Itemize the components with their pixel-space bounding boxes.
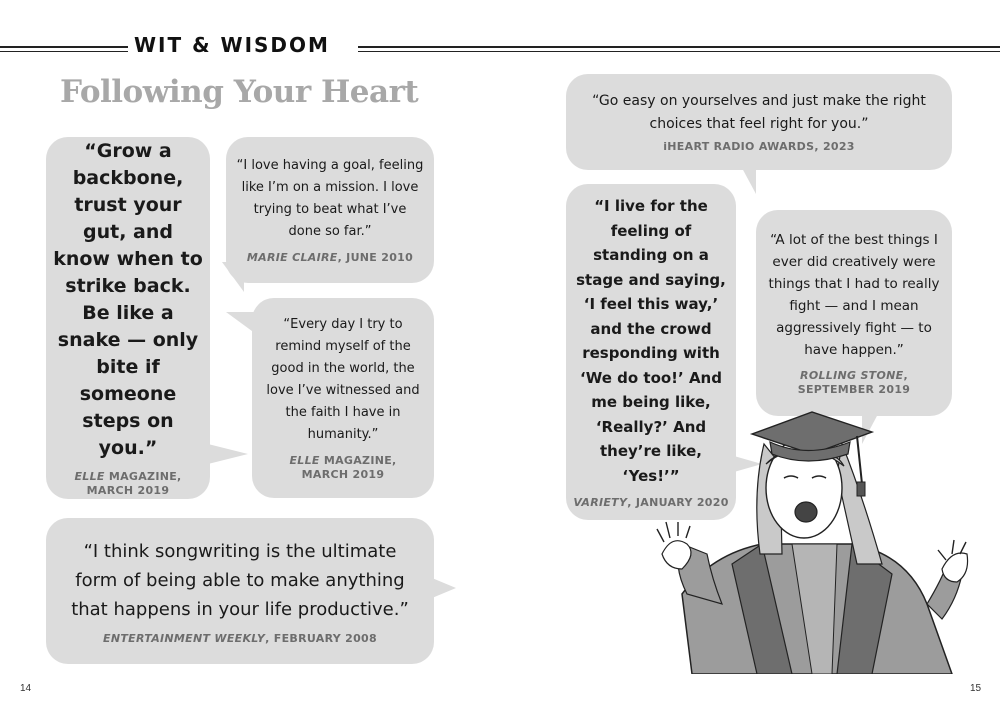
quote-source: iHEART RADIO AWARDS, 2023 <box>663 140 855 154</box>
header-rule-left <box>0 46 128 48</box>
source-rest: MAGAZINE, <box>319 454 397 468</box>
quote-bubble-songwriting <box>46 518 434 664</box>
page-number-left: 14 <box>20 683 32 694</box>
graduate-illustration <box>652 404 970 674</box>
publication-name: ELLE <box>289 454 320 468</box>
quote-text: “I live for the feeling of standing on a stage and saying, ‘I feel this way,’ and the crowd responding with ‘We do too!’ And me being like, ‘Really?’ And they’re like, ‘Yes!’” <box>576 197 726 485</box>
quote-source <box>289 454 396 482</box>
source-rest: MAGAZINE, <box>104 470 182 484</box>
quote-text: “A lot of the best things I ever did creatively were things that I had to really fight — and I mean aggressively fight — to have happen.” <box>768 232 940 359</box>
source-rest: , <box>903 369 908 383</box>
source-date: MARCH 2019 <box>301 468 385 481</box>
header-rule-left-2 <box>0 51 128 52</box>
source-date: SEPTEMBER 2019 <box>797 383 911 396</box>
quote-bubble-backbone <box>46 137 210 499</box>
source-rest: , JANUARY 2020 <box>627 496 729 510</box>
publication-name: ELLE <box>74 470 105 484</box>
quote-text: “Grow a backbone, trust your gut, and know when to strike back. Be like a snake — only bite if someone steps on you.” <box>53 140 203 460</box>
quote-bubble-go-easy <box>566 74 952 170</box>
section-header: WIT & WISDOM <box>134 33 330 57</box>
bubble-tail <box>222 262 244 292</box>
bubble-tail <box>226 312 256 334</box>
bubble-tail <box>208 444 248 464</box>
page-title: Following Your Heart <box>60 74 419 110</box>
publication-name: ENTERTAINMENT WEEKLY <box>103 631 266 645</box>
quote-source <box>247 251 413 265</box>
quote-bubble-goal <box>226 137 434 283</box>
quote-text: “Every day I try to remind myself of the good in the world, the love I’ve witnessed and the faith I have in humanity.” <box>266 317 420 443</box>
quote-source <box>74 470 181 498</box>
bubble-tail <box>742 168 756 194</box>
quote-bubble-every-day <box>252 298 434 498</box>
source-rest: , FEBRUARY 2008 <box>265 631 377 645</box>
quote-source <box>798 369 910 397</box>
source-rest: , JUNE 2010 <box>337 251 414 265</box>
page-number-right: 15 <box>970 683 982 694</box>
bubble-tail <box>432 578 456 598</box>
header-rule-right <box>358 46 1000 48</box>
publication-name: ROLLING STONE <box>800 369 904 383</box>
quote-source <box>103 632 377 646</box>
quote-bubble-best-things <box>756 210 952 416</box>
quote-text: “I think songwriting is the ultimate form of being able to make anything that happens in your life productive.” <box>71 540 409 620</box>
quote-text: “Go easy on yourselves and just make the right choices that feel right for you.” <box>592 93 926 133</box>
publication-name: MARIE CLAIRE <box>246 251 338 265</box>
publication-name: VARIETY <box>573 496 628 510</box>
source-date: MARCH 2019 <box>86 484 170 497</box>
quote-text: “I love having a goal, feeling like I’m on a mission. I love trying to beat what I’ve done so far.” <box>236 158 424 240</box>
header-rule-right-2 <box>358 51 1000 52</box>
